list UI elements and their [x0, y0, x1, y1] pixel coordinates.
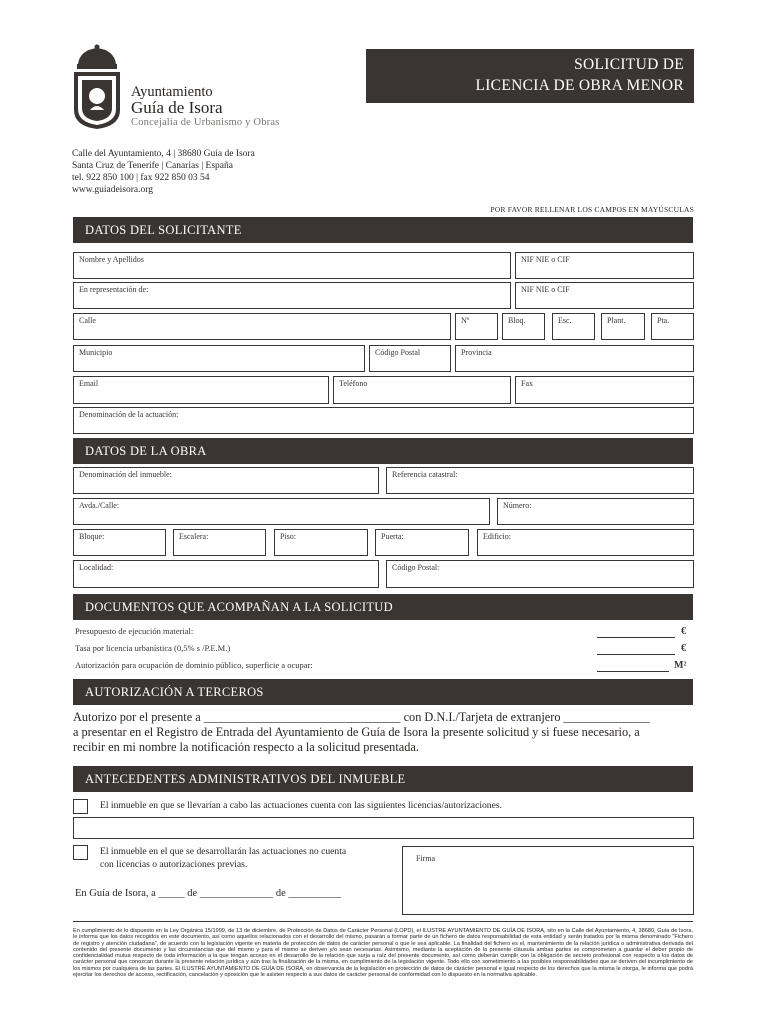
address-line: Santa Cruz de Tenerife | Canarias | España	[72, 161, 233, 171]
coat-of-arms-logo	[72, 44, 122, 130]
section-title: DATOS DEL SOLICITANTE	[85, 223, 242, 237]
field-label: Municipio	[79, 348, 113, 357]
field-label: Bloque:	[79, 532, 105, 541]
telefono-field[interactable]	[333, 376, 511, 404]
tasa-input[interactable]	[597, 643, 675, 655]
field-label: NIF NIE o CIF	[521, 255, 570, 264]
obra-edificio-field[interactable]	[477, 529, 694, 556]
section-title: AUTORIZACIÓN A TERCEROS	[85, 685, 264, 699]
fax-field[interactable]	[515, 376, 694, 404]
section-title: DOCUMENTOS QUE ACOMPAÑAN A LA SOLICITUD	[85, 600, 393, 614]
place-date-line: En Guía de Isora, a _____ de ______________ de __________	[75, 888, 341, 899]
calle-field[interactable]	[73, 313, 451, 340]
codigo-postal-field[interactable]	[369, 345, 451, 372]
section-autorizacion	[73, 679, 693, 705]
sin-licencias-label-line2: con licencias o autorizaciones previas.	[100, 859, 248, 870]
field-label: En representación de:	[79, 285, 149, 294]
field-label: Calle	[79, 316, 96, 325]
obra-piso-field[interactable]	[274, 529, 368, 556]
field-label: NIF NIE o CIF	[521, 285, 570, 294]
obra-codigo-postal-field[interactable]	[386, 560, 694, 588]
section-obra	[73, 438, 693, 464]
provincia-field[interactable]	[455, 345, 694, 372]
licencias-checkbox[interactable]	[73, 799, 88, 814]
planta-field[interactable]	[601, 313, 645, 340]
field-label: Plant.	[607, 316, 626, 325]
localidad-field[interactable]	[73, 560, 379, 588]
email-field[interactable]	[73, 376, 329, 404]
obra-escalera-field[interactable]	[173, 529, 266, 556]
sin-licencias-checkbox[interactable]	[73, 845, 88, 860]
section-title: DATOS DE LA OBRA	[85, 444, 207, 458]
autorizacion-line3: recibir en mi nombre la notificación respecto a la solicitud presentada.	[73, 740, 419, 754]
escalera-field[interactable]	[552, 313, 595, 340]
org-name-line2: Guía de Isora	[131, 98, 223, 117]
ocupacion-input[interactable]	[597, 660, 669, 672]
section-title: ANTECEDENTES ADMINISTRATIVOS DEL INMUEBLE	[85, 772, 406, 786]
field-label: Provincia	[461, 348, 492, 357]
field-label: Fax	[521, 379, 533, 388]
field-label: Puerta:	[381, 532, 404, 541]
nombre-field[interactable]	[73, 252, 511, 279]
field-label: Nombre y Apellidos	[79, 255, 144, 264]
phone-line: tel. 922 850 100 | fax 922 850 03 54	[72, 173, 210, 183]
divider	[73, 921, 693, 922]
field-label: Localidad:	[79, 563, 114, 572]
field-label: Denominación del inmueble:	[79, 470, 172, 479]
firma-label: Firma	[416, 854, 436, 863]
field-label: Piso:	[280, 532, 297, 541]
obra-bloque-field[interactable]	[73, 529, 166, 556]
section-solicitante	[73, 217, 693, 243]
euro-unit: €	[681, 626, 686, 637]
field-label: Referencia catastral:	[392, 470, 458, 479]
obra-numero-field[interactable]	[497, 498, 694, 525]
field-label: Teléfono	[339, 379, 368, 388]
municipio-field[interactable]	[73, 345, 365, 372]
section-documentos	[73, 594, 693, 620]
euro-unit: €	[681, 643, 686, 654]
numero-field[interactable]	[455, 313, 498, 340]
ocupacion-label: Autorización para ocupación de dominio público, superficie a ocupar:	[75, 660, 313, 670]
field-label: Pta.	[657, 316, 670, 325]
website-line: www.guiadeisora.org	[72, 185, 153, 195]
firma-box[interactable]	[402, 846, 694, 915]
puerta-field[interactable]	[651, 313, 694, 340]
org-department: Concejalía de Urbanismo y Obras	[131, 117, 280, 128]
licencias-detail-field[interactable]	[73, 817, 694, 839]
form-title	[366, 49, 694, 103]
address-line: Calle del Ayuntamiento, 4 | 38680 Guía de Isora	[72, 149, 255, 159]
form-title-line1: SOLICITUD DE	[574, 56, 684, 73]
obra-puerta-field[interactable]	[375, 529, 469, 556]
field-label: Bloq.	[508, 316, 526, 325]
field-label: Número:	[503, 501, 532, 510]
field-label: Nº	[461, 316, 470, 325]
presupuesto-label: Presupuesto de ejecución material:	[75, 626, 194, 636]
tasa-label: Tasa por licencia urbanística (0,5% s /P.E.M.)	[75, 643, 231, 653]
nif-representado-field[interactable]	[515, 282, 694, 309]
autorizacion-line1: Autorizo por el presente a ________________________________ con D.N.I./Tarjeta de extranjero ______________	[73, 710, 650, 724]
avda-calle-field[interactable]	[73, 498, 490, 525]
licencias-label: El inmueble en que se llevarían a cabo las actuaciones cuenta con las siguientes licencias/autorizaciones.	[100, 800, 502, 811]
inmueble-field[interactable]	[73, 467, 379, 494]
field-label: Escalera:	[179, 532, 209, 541]
sin-licencias-label-line1: El inmueble en el que se desarrollarán las actuaciones no cuenta	[100, 846, 347, 857]
representacion-field[interactable]	[73, 282, 511, 309]
field-label: Código Postal	[375, 348, 421, 357]
section-antecedentes	[73, 766, 693, 792]
actuacion-field[interactable]	[73, 407, 694, 434]
referencia-catastral-field[interactable]	[386, 467, 694, 494]
field-label: Código Postal:	[392, 563, 440, 572]
field-label: Edificio:	[483, 532, 511, 541]
presupuesto-input[interactable]	[597, 626, 675, 638]
legal-notice: En cumplimiento de lo dispuesto en la Ley Orgánica 15/1999, de 13 de diciembre, de Protección de Datos de Carácter Personal (LOPD), el ILUSTRE AYUNTAMIENTO DE GUÍA DE ISORA, sito en la Calle del Ayuntamiento, 4, 38680, Guía de Isora, le informa que los datos recogidos en este documento, así como aquellos relacionados con el desarrollo del mismo, pasarán a formar parte de un fichero de datos responsabilidad de esta entidad y serán tratados por la misma denominado "Fichero de registro y atención ciudadana", de acuerdo con la legislación vigente en materia de protección de datos de carácter personal o que le sea aplicable. La finalidad del fichero es el, mantenimiento de la relación jurídica o administrativa derivada del contenido del presente documento y las circunstancias que del mismo y para el mismo se deriven y/o sean necesarias. Asimismo, mediante la aceptación de la presente cláusula ambas partes se comprometen a guardar el deber propio de confidencialidad mutua respecto de toda información a la que tengan acceso en el desarrollo de la relación que surja a raíz del presente documento, así como deberán cumplir con la obligación de secreto profesional con respecto a los datos de carácter personal que conozcan durante la presente relación jurídica y aún tras la finalización de la misma, en cumplimiento de la legislación vigente. Todo ello con sometimiento a las posibles responsabilidades que se deriven del incumplimiento de los mismos por cualquiera de las partes. El ILUSTRE AYUNTAMIENTO DE GUÍA DE ISORA, en observancia de la legislación en protección de datos de carácter personal e igual respecto de los derechos que la misma le otorga, le informa que podrá ejercitar los derechos de acceso, rectificación, cancelación y oposición que le asisten respecto a sus datos de carácter personal de conformidad con lo dispuesto en la normativa aplicable.	[73, 928, 693, 979]
autorizacion-line2: a presentar en el Registro de Entrada del Ayuntamiento de Guía de Isora la presente solicitud y si fuese necesario, a	[73, 725, 640, 739]
bloque-field[interactable]	[502, 313, 545, 340]
caps-note: POR FAVOR RELLENAR LOS CAMPOS EN MAYÚSCULAS	[490, 205, 694, 214]
field-label: Esc.	[558, 316, 572, 325]
field-label: Denominación de la actuación:	[79, 410, 179, 419]
field-label: Email	[79, 379, 99, 388]
form-title-line2: LICENCIA DE OBRA MENOR	[475, 77, 684, 94]
field-label: Avda./Calle:	[79, 501, 120, 510]
m2-unit: M²	[674, 660, 687, 671]
org-name-line1: Ayuntamiento	[131, 84, 213, 100]
nif-field[interactable]	[515, 252, 694, 279]
